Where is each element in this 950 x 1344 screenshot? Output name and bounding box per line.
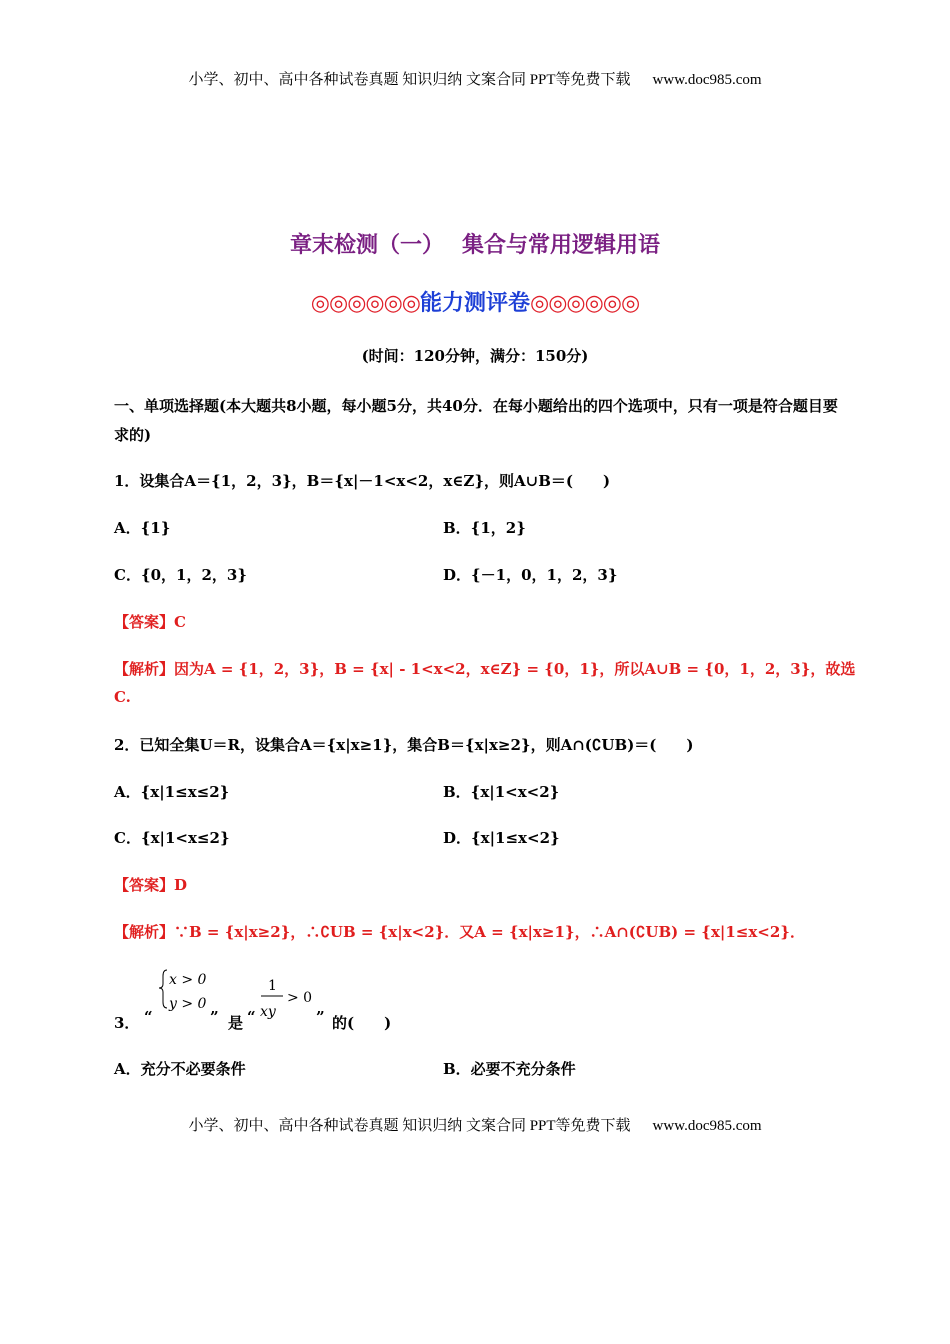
q2-option-b: B．{x|1<x<2} bbox=[443, 783, 560, 801]
q1-analysis-cont: C. bbox=[114, 688, 131, 706]
footer-text: 小学、初中、高中各种试卷真题 知识归纳 文案合同 PPT等免费下载 bbox=[188, 1118, 631, 1134]
title-part2: 集合与常用逻辑用语 bbox=[462, 233, 661, 258]
page-subtitle bbox=[0, 286, 950, 317]
q2-option-d: D．{x|1≤x<2} bbox=[443, 829, 560, 847]
ring-decoration-left: ◎◎◎◎◎◎ bbox=[310, 291, 420, 316]
footer-site[interactable]: www.doc985.com bbox=[652, 1118, 762, 1134]
q1-option-d: D．{－1，0，1，2，3} bbox=[443, 566, 618, 584]
q2-option-c: C．{x|1<x≤2} bbox=[114, 829, 230, 847]
q3-tail: 的( ) bbox=[332, 1014, 392, 1032]
q3-system-bottom: y > 0 bbox=[169, 996, 207, 1012]
q3-open-quote-2: “ bbox=[247, 1008, 256, 1026]
q1-stem: 1．设集合A＝{1，2，3}，B＝{x|－1<x<2，x∈Z}，则A∪B＝( ) bbox=[114, 472, 611, 490]
page-footer bbox=[0, 1114, 950, 1135]
q3-option-b: B．必要不充分条件 bbox=[443, 1060, 576, 1078]
q2-answer: 【答案】D bbox=[114, 876, 188, 894]
q3-close-quote-1: ” bbox=[210, 1008, 219, 1026]
q1-option-c: C．{0，1，2，3} bbox=[114, 566, 247, 584]
q3-middle: 是 bbox=[228, 1014, 244, 1032]
q3-fraction-den: xy bbox=[260, 1004, 276, 1020]
q3-fraction-rel: > 0 bbox=[287, 990, 313, 1006]
q2-option-a: A．{x|1≤x≤2} bbox=[114, 783, 230, 801]
page-header bbox=[0, 68, 950, 89]
title-part1: 章末检测（一） bbox=[289, 233, 444, 258]
q2-stem: 2．已知全集U＝R，设集合A＝{x|x≥1}，集合B＝{x|x≥2}，则A∩(∁UB)＝( ) bbox=[114, 736, 694, 754]
q1-option-a: A．{1} bbox=[114, 519, 171, 537]
q1-answer: 【答案】C bbox=[114, 613, 186, 631]
section-heading: 一、单项选择题(本大题共8小题，每小题5分，共40分．在每小题给出的四个选项中，只有一项是符合题目要求的) bbox=[114, 397, 838, 444]
ring-decoration-right: ◎◎◎◎◎◎ bbox=[530, 291, 640, 316]
header-text: 小学、初中、高中各种试卷真题 知识归纳 文案合同 PPT等免费下载 bbox=[188, 72, 631, 88]
q3-open-quote-1: “ bbox=[144, 1008, 153, 1026]
subtitle-text: 能力测评卷 bbox=[419, 291, 530, 316]
page-title bbox=[0, 228, 950, 259]
q1-option-b: B．{1，2} bbox=[443, 519, 526, 537]
q1-analysis: 【解析】因为A = {1，2，3}，B = {x| - 1<x<2，x∈Z} = {0，1}，所以A∪B = {0，1，2，3}，故选 bbox=[114, 660, 856, 678]
q3-option-a: A．充分不必要条件 bbox=[114, 1060, 246, 1078]
header-site[interactable]: www.doc985.com bbox=[652, 72, 762, 88]
q3-fraction-num: 1 bbox=[268, 978, 277, 994]
q2-analysis: 【解析】∵B = {x|x≥2}，∴∁UB = {x|x<2}．又A = {x|x≥1}，∴A∩(∁UB) = {x|1≤x<2}． bbox=[114, 923, 805, 941]
q3-system-top: x > 0 bbox=[169, 972, 207, 988]
q3-close-quote-2: ” bbox=[316, 1008, 325, 1026]
q3-number: 3． bbox=[114, 1014, 140, 1032]
time-info: (时间：120分钟，满分：150分) bbox=[361, 347, 589, 365]
